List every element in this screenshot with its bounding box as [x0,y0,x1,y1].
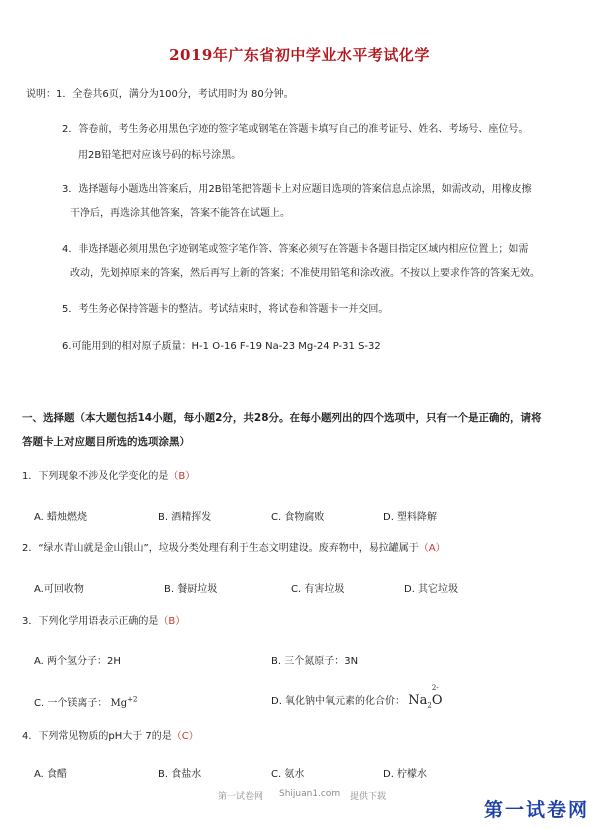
question-stem: 1．下列现象不涉及化学变化的是 [22,471,169,482]
option-d: D. 塑料降解 [383,512,438,523]
magnesium-ion-formula [110,695,138,709]
section-heading-line-2: 答题卡上对应题目所选的选项涂黑） [22,436,190,448]
note-3-line-1: 3．选择题每小题选出答案后，用2B铅笔把答题卡上对应题目选项的答案信息点涂黑，如需改动，用橡皮擦 [62,184,532,195]
footer-site-name: 第一试卷网 [218,792,264,802]
option-b: B. 食盐水 [158,769,202,780]
option-c [34,694,138,709]
option-b: B. 餐厨垃圾 [164,584,218,595]
answer-label: （B） [168,471,196,482]
option-a: A. 两个氢分子：2H [34,656,121,667]
formula-base: Na [408,693,428,708]
formula-base: Mg [110,698,128,709]
option-d: D. 柠檬水 [383,769,428,780]
question-1-stem [22,470,195,484]
option-c-label: C. 一个镁离子： [34,698,108,709]
note-5: 5．考生务必保持答题卡的整洁。考试结束时，将试卷和答题卡一并交回。 [62,304,389,315]
option-a: A. 蜡烛燃烧 [34,512,88,523]
question-stem: 4．下列常见物质的pH大于 7的是 [22,731,172,742]
question-stem: 3．下列化学用语表示正确的是 [22,616,159,627]
question-2-stem [22,542,446,556]
site-logo: 第一试卷网 [484,799,590,821]
charge-superscript: +2 [127,695,138,704]
option-d: D. 其它垃圾 [404,584,459,595]
answer-label: （C） [171,731,199,742]
answer-label: （A） [418,543,446,554]
page-title: 2019年广东省初中学业水平考试化学 [169,46,430,64]
formula-base: O [431,693,443,708]
option-d [271,684,443,710]
note-4-line-1: 4．非选择题必须用黑色字迹钢笔或签字笔作答、答案必须写在答题卡各题目指定区域内相应位置上；如需 [62,244,529,255]
section-heading-line-1: 一、选择题（本大题包括14小题，每小题2分，共28分。在每小题列出的四个选项中，只有一个是正确的，请将 [22,412,542,424]
question-stem: 2．“绿水青山就是金山银山”，垃圾分类处理有利于生态文明建设。废弃物中，易拉罐属于 [22,543,419,554]
note-1: 说明：1．全卷共6页，满分为100分，考试用时为 80分钟。 [26,89,294,100]
option-a: A.可回收物 [34,584,84,595]
option-c: C. 氨水 [271,769,305,780]
sodium-oxide-formula [408,684,443,710]
option-b: B. 酒精挥发 [158,512,212,523]
formula-subscript: 2 [427,701,432,710]
footer-domain[interactable]: Shijuan1.com [279,789,341,799]
note-2-line-2: 用2B铅笔把对应该号码的标号涂黑。 [78,150,242,161]
option-a: A. 食醋 [34,769,68,780]
question-4-stem [22,730,199,744]
option-d-label: D. 氧化钠中氧元素的化合价： [271,696,406,707]
note-2-line-1: 2．答卷前，考生务必用黑色字迹的签字笔或钢笔在答题卡填写自己的准考证号、姓名、考场号、座位号。 [62,124,529,135]
footer-provider: 提供下载 [350,792,387,802]
option-b: B. 三个氮原子：3N [271,656,359,667]
option-c: C. 有害垃圾 [291,584,345,595]
valence-superscript: 2- [431,684,439,692]
option-c: C. 食物腐败 [271,512,325,523]
note-4-line-2: 改动，先划掉原来的答案，然后再写上新的答案；不准使用铅笔和涂改液。不按以上要求作答的答案无效。 [70,268,540,279]
note-3-line-2: 干净后，再选涂其他答案，答案不能答在试题上。 [70,208,290,219]
note-6: 6.可能用到的相对原子质量：H-1 O-16 F-19 Na-23 Mg-24 P-31 S-32 [62,341,381,352]
answer-label: （B） [158,616,186,627]
question-3-stem [22,615,185,629]
